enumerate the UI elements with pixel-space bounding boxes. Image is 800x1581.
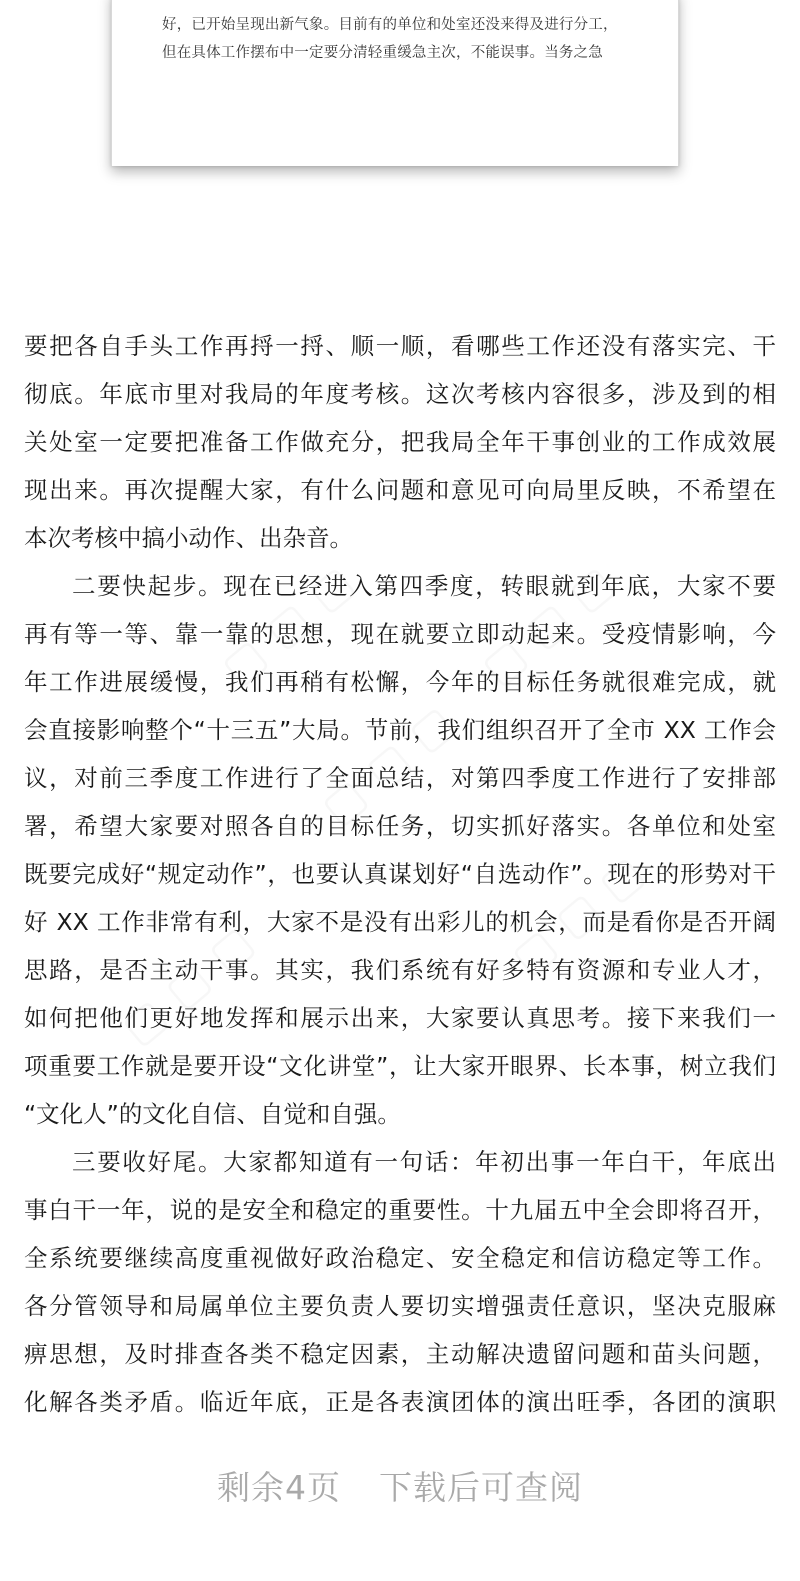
- body-line: 全系统要继续高度重视做好政治稳定、安全稳定和信访稳定等工作。: [24, 1244, 776, 1272]
- body-line: 要把各自手头工作再捋一捋、顺一顺，看哪些工作还没有落实完、干: [24, 332, 776, 360]
- download-to-view-label: 下载后可查阅: [379, 1468, 583, 1507]
- body-line: 会直接影响整个“十三五”大局。节前，我们组织召开了全市 XX 工作会: [24, 716, 776, 744]
- download-prompt[interactable]: [0, 1462, 800, 1509]
- body-line: 署，希望大家要对照各自的目标任务，切实抓好落实。各单位和处室: [24, 812, 776, 840]
- watermark: ▢ ▢ ▢: [111, 916, 264, 1055]
- body-line: 既要完成好“规定动作”，也要认真谋划好“自选动作”。现在的形势对干: [24, 860, 776, 888]
- body-line: “文化人”的文化自信、自觉和自强。: [24, 1100, 401, 1128]
- body-line: 本次考核中搞小动作、出杂音。: [24, 524, 353, 552]
- watermark: ▢ ▢ ▢: [501, 846, 654, 985]
- body-line: 化解各类矛盾。临近年底，正是各表演团体的演出旺季，各团的演职: [24, 1388, 776, 1416]
- body-line: 二要快起步。现在已经进入第四季度，转眼就到年底，大家不要: [72, 572, 776, 600]
- remaining-pages-label: 剩余4页: [217, 1468, 341, 1507]
- watermark: ▢ ▢ ▢: [311, 696, 464, 835]
- body-line: 年工作进展缓慢，我们再稍有松懈，今年的目标任务就很难完成，就: [24, 668, 776, 696]
- body-line: 项重要工作就是要开设“文化讲堂”，让大家开眼界、长本事，树立我们: [24, 1052, 776, 1080]
- watermark: ▢ ▢ ▢: [211, 556, 364, 695]
- preview-line: 好，已开始呈现出新气象。目前有的单位和处室还没来得及进行分工，: [162, 17, 618, 33]
- body-line: 议，对前三季度工作进行了全面总结，对第四季度工作进行了安排部: [24, 764, 776, 792]
- document-body: [24, 322, 776, 1426]
- body-line: 好 XX 工作非常有利，大家不是没有出彩儿的机会，而是看你是否开阔: [24, 908, 776, 936]
- watermark: ▢ ▢ ▢: [471, 556, 624, 695]
- preview-line: 但在具体工作摆布中一定要分清轻重缓急主次，不能误事。当务之急: [162, 45, 603, 61]
- body-line: 痹思想，及时排查各类不稳定因素，主动解决遗留问题和苗头问题，: [24, 1340, 776, 1368]
- body-line: 彻底。年底市里对我局的年度考核。这次考核内容很多，涉及到的相: [24, 380, 776, 408]
- preview-card: [111, 0, 679, 166]
- body-line: 事白干一年，说的是安全和稳定的重要性。十九届五中全会即将召开，: [24, 1196, 776, 1224]
- body-line: 思路，是否主动干事。其实，我们系统有好多特有资源和专业人才，: [24, 956, 776, 984]
- body-line: 各分管领导和局属单位主要负责人要切实增强责任意识，坚决克服麻: [24, 1292, 776, 1320]
- body-line: 如何把他们更好地发挥和展示出来，大家要认真思考。接下来我们一: [24, 1004, 776, 1032]
- body-line: 关处室一定要把准备工作做充分，把我局全年干事创业的工作成效展: [24, 428, 776, 456]
- body-line: 三要收好尾。大家都知道有一句话：年初出事一年白干，年底出: [72, 1148, 776, 1176]
- body-line: 现出来。再次提醒大家，有什么问题和意见可向局里反映，不希望在: [24, 476, 776, 504]
- body-line: 再有等一等、靠一靠的思想，现在就要立即动起来。受疫情影响，今: [24, 620, 776, 648]
